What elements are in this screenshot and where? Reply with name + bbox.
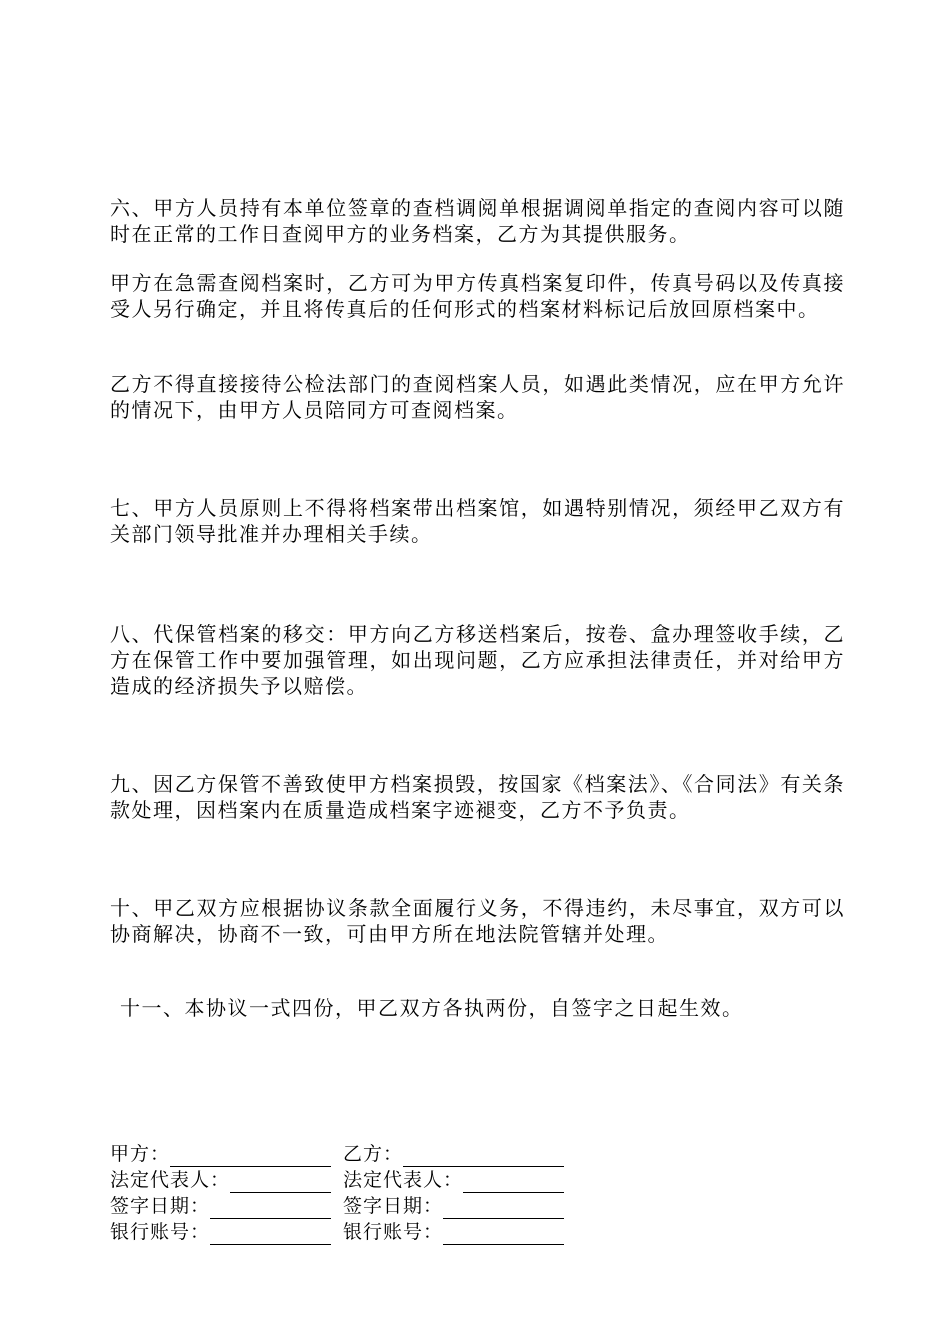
clause-11-paragraph: 十一、本协议一式四份，甲乙双方各执两份，自签字之日起生效。 — [120, 996, 744, 1020]
signature-row-date — [110, 1193, 580, 1219]
party-b-blank — [403, 1144, 564, 1167]
clause-6-fax-paragraph: 甲方在急需查阅档案时，乙方可为甲方传真档案复印件，传真号码以及传真接受人另行确定，并且将传真后的任何形式的档案材料标记后放回原档案中。 — [110, 271, 845, 321]
signature-row-legal-rep — [110, 1167, 580, 1193]
clause-6-paragraph: 六、甲方人员持有本单位签章的查档调阅单根据调阅单指定的查阅内容可以随时在正常的工作日查阅甲方的业务档案，乙方为其提供服务。 — [110, 196, 845, 246]
clause-8-paragraph: 八、代保管档案的移交：甲方向乙方移送档案后，按卷、盒办理签收手续，乙方在保管工作中要加强管理，如出现问题，乙方应承担法律责任，并对给甲方造成的经济损失予以赔偿。 — [110, 622, 845, 698]
sign-date-a-blank — [210, 1196, 331, 1219]
sign-date-a-label: 签字日期： — [110, 1195, 211, 1217]
bank-account-a-label: 银行账号： — [110, 1221, 211, 1243]
signature-row-party — [110, 1141, 580, 1167]
bank-account-b-blank — [443, 1222, 564, 1245]
clause-10-paragraph: 十、甲乙双方应根据协议条款全面履行义务，不得违约，未尽事宜，双方可以协商解决，协商不一致，可由甲方所在地法院管辖并处理。 — [110, 896, 845, 946]
bank-account-b-label: 银行账号： — [343, 1221, 444, 1243]
party-b-label: 乙方： — [343, 1143, 404, 1165]
legal-rep-a-label: 法定代表人： — [110, 1169, 231, 1191]
sign-date-b-label: 签字日期： — [343, 1195, 444, 1217]
party-a-blank — [170, 1144, 331, 1167]
clause-9-paragraph: 九、因乙方保管不善致使甲方档案损毁，按国家《档案法》、《合同法》有关条款处理，因档案内在质量造成档案字迹褪变，乙方不予负责。 — [110, 772, 845, 822]
party-a-label: 甲方： — [110, 1143, 171, 1165]
signature-row-bank — [110, 1219, 580, 1245]
clause-6-police-paragraph: 乙方不得直接接待公检法部门的查阅档案人员，如遇此类情况，应在甲方允许的情况下，由甲方人员陪同方可查阅档案。 — [110, 372, 845, 422]
legal-rep-b-label: 法定代表人： — [343, 1169, 464, 1191]
signature-block — [110, 1141, 580, 1245]
legal-rep-a-blank — [230, 1170, 331, 1193]
bank-account-a-blank — [210, 1222, 331, 1245]
clause-7-paragraph: 七、甲方人员原则上不得将档案带出档案馆，如遇特别情况，须经甲乙双方有关部门领导批准并办理相关手续。 — [110, 496, 845, 546]
legal-rep-b-blank — [463, 1170, 564, 1193]
sign-date-b-blank — [443, 1196, 564, 1219]
